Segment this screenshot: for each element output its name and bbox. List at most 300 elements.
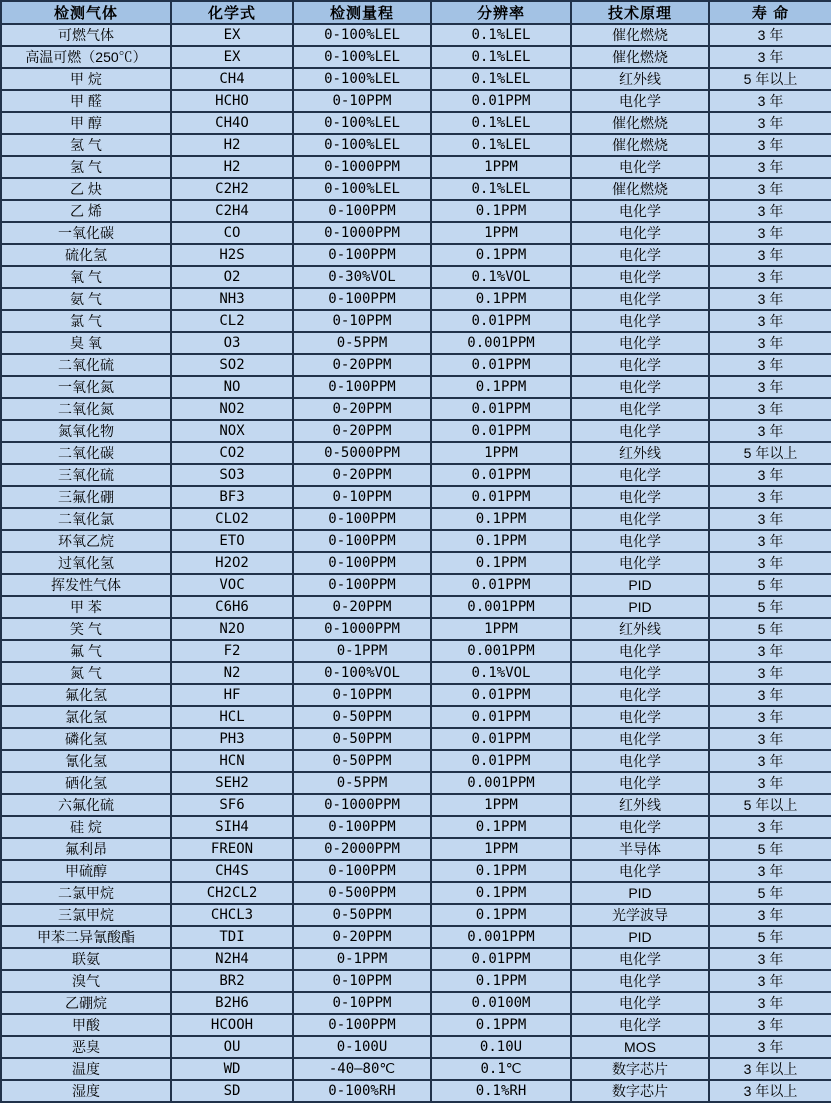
cell-life: 3 年 (709, 750, 831, 772)
cell-life: 3 年 (709, 640, 831, 662)
table-row (1, 112, 831, 134)
cell-gas: 氟化氢 (1, 684, 171, 706)
table-row (1, 332, 831, 354)
cell-resolution: 0.1%LEL (431, 134, 571, 156)
cell-formula: CO2 (171, 442, 293, 464)
col-header-range: 检测量程 (293, 1, 431, 24)
cell-life: 3 年 (709, 772, 831, 794)
cell-formula: C2H4 (171, 200, 293, 222)
cell-principle: 催化燃烧 (571, 134, 709, 156)
cell-resolution: 0.1PPM (431, 882, 571, 904)
cell-resolution: 0.1PPM (431, 860, 571, 882)
cell-resolution: 0.1%LEL (431, 68, 571, 90)
cell-resolution: 0.001PPM (431, 640, 571, 662)
cell-principle: 电化学 (571, 816, 709, 838)
cell-resolution: 0.10U (431, 1036, 571, 1058)
cell-formula: TDI (171, 926, 293, 948)
cell-principle: 电化学 (571, 376, 709, 398)
cell-principle: 电化学 (571, 354, 709, 376)
cell-range: 0-20PPM (293, 354, 431, 376)
cell-range: 0-10PPM (293, 684, 431, 706)
cell-formula: CLO2 (171, 508, 293, 530)
cell-range: 0-100%LEL (293, 178, 431, 200)
cell-range: 0-5000PPM (293, 442, 431, 464)
cell-formula: N2O (171, 618, 293, 640)
cell-resolution: 1PPM (431, 838, 571, 860)
cell-resolution: 1PPM (431, 156, 571, 178)
cell-range: 0-100%LEL (293, 68, 431, 90)
table-row (1, 838, 831, 860)
cell-principle: 电化学 (571, 288, 709, 310)
cell-formula: WD (171, 1058, 293, 1080)
cell-formula: HCL (171, 706, 293, 728)
cell-gas: 甲苯二异氰酸酯 (1, 926, 171, 948)
cell-formula: HF (171, 684, 293, 706)
cell-gas: 氰化氢 (1, 750, 171, 772)
cell-principle: 电化学 (571, 860, 709, 882)
cell-resolution: 0.01PPM (431, 464, 571, 486)
cell-formula: C2H2 (171, 178, 293, 200)
table-row (1, 222, 831, 244)
cell-resolution: 0.01PPM (431, 684, 571, 706)
cell-range: 0-10PPM (293, 486, 431, 508)
table-body (1, 24, 831, 1102)
cell-resolution: 0.01PPM (431, 750, 571, 772)
table-header-row (1, 1, 831, 24)
cell-gas: 二氧化氮 (1, 398, 171, 420)
table-row (1, 596, 831, 618)
cell-formula: SO3 (171, 464, 293, 486)
cell-life: 5 年 (709, 574, 831, 596)
table-row (1, 970, 831, 992)
cell-principle: 电化学 (571, 992, 709, 1014)
cell-life: 3 年 (709, 354, 831, 376)
cell-life: 3 年 (709, 684, 831, 706)
cell-life: 3 年 (709, 222, 831, 244)
cell-range: 0-100%LEL (293, 46, 431, 68)
cell-life: 5 年 (709, 838, 831, 860)
table-row (1, 310, 831, 332)
table-row (1, 156, 831, 178)
table-row (1, 134, 831, 156)
cell-resolution: 0.0100M (431, 992, 571, 1014)
cell-range: 0-100PPM (293, 508, 431, 530)
cell-resolution: 0.1℃ (431, 1058, 571, 1080)
table-row (1, 178, 831, 200)
table-row (1, 508, 831, 530)
cell-principle: 半导体 (571, 838, 709, 860)
cell-formula: EX (171, 46, 293, 68)
cell-formula: CO (171, 222, 293, 244)
cell-life: 3 年 (709, 508, 831, 530)
cell-resolution: 0.1PPM (431, 376, 571, 398)
cell-formula: EX (171, 24, 293, 46)
cell-range: 0-10PPM (293, 310, 431, 332)
cell-principle: 电化学 (571, 750, 709, 772)
cell-range: 0-100U (293, 1036, 431, 1058)
cell-formula: SF6 (171, 794, 293, 816)
table-row (1, 464, 831, 486)
cell-formula: O2 (171, 266, 293, 288)
cell-resolution: 0.1PPM (431, 530, 571, 552)
col-header-resolution: 分辨率 (431, 1, 571, 24)
cell-resolution: 1PPM (431, 794, 571, 816)
cell-formula: CH4 (171, 68, 293, 90)
cell-life: 3 年 (709, 288, 831, 310)
cell-gas: 硒化氢 (1, 772, 171, 794)
cell-resolution: 0.001PPM (431, 926, 571, 948)
cell-life: 3 年 (709, 46, 831, 68)
table-row (1, 530, 831, 552)
cell-life: 3 年以上 (709, 1058, 831, 1080)
cell-range: 0-5PPM (293, 332, 431, 354)
cell-principle: 红外线 (571, 442, 709, 464)
table-row (1, 816, 831, 838)
cell-gas: 湿度 (1, 1080, 171, 1102)
cell-resolution: 0.1%LEL (431, 112, 571, 134)
cell-gas: 笑 气 (1, 618, 171, 640)
cell-resolution: 0.1%LEL (431, 46, 571, 68)
cell-resolution: 0.001PPM (431, 772, 571, 794)
cell-gas: 环氧乙烷 (1, 530, 171, 552)
cell-gas: 磷化氢 (1, 728, 171, 750)
cell-principle: 电化学 (571, 332, 709, 354)
cell-resolution: 1PPM (431, 442, 571, 464)
cell-gas: 一氧化碳 (1, 222, 171, 244)
cell-range: 0-100%LEL (293, 112, 431, 134)
cell-principle: 电化学 (571, 1014, 709, 1036)
cell-gas: 甲酸 (1, 1014, 171, 1036)
cell-range: 0-50PPM (293, 750, 431, 772)
cell-formula: CH4S (171, 860, 293, 882)
cell-resolution: 0.01PPM (431, 948, 571, 970)
cell-life: 3 年 (709, 552, 831, 574)
table-row (1, 904, 831, 926)
cell-principle: 电化学 (571, 728, 709, 750)
cell-life: 3 年 (709, 200, 831, 222)
cell-range: 0-100%LEL (293, 24, 431, 46)
cell-principle: 电化学 (571, 508, 709, 530)
cell-range: 0-30%VOL (293, 266, 431, 288)
cell-gas: 氯 气 (1, 310, 171, 332)
cell-life: 3 年 (709, 904, 831, 926)
cell-formula: OU (171, 1036, 293, 1058)
col-header-principle: 技术原理 (571, 1, 709, 24)
cell-gas: 氨 气 (1, 288, 171, 310)
table-row (1, 288, 831, 310)
cell-principle: 电化学 (571, 398, 709, 420)
cell-formula: CH2CL2 (171, 882, 293, 904)
cell-resolution: 0.1PPM (431, 904, 571, 926)
cell-life: 5 年以上 (709, 794, 831, 816)
cell-principle: 电化学 (571, 310, 709, 332)
cell-resolution: 0.1%LEL (431, 178, 571, 200)
table-row (1, 750, 831, 772)
cell-formula: BF3 (171, 486, 293, 508)
table-row (1, 926, 831, 948)
cell-principle: 电化学 (571, 244, 709, 266)
cell-principle: 电化学 (571, 420, 709, 442)
col-header-gas: 检测气体 (1, 1, 171, 24)
cell-range: 0-5PPM (293, 772, 431, 794)
cell-gas: 乙 炔 (1, 178, 171, 200)
cell-life: 5 年 (709, 618, 831, 640)
cell-principle: 数字芯片 (571, 1058, 709, 1080)
cell-resolution: 0.1PPM (431, 508, 571, 530)
cell-gas: 六氟化硫 (1, 794, 171, 816)
cell-range: 0-100PPM (293, 860, 431, 882)
table-row (1, 376, 831, 398)
cell-range: 0-20PPM (293, 464, 431, 486)
table-row (1, 662, 831, 684)
table-row (1, 1080, 831, 1102)
cell-gas: 恶臭 (1, 1036, 171, 1058)
cell-gas: 联氨 (1, 948, 171, 970)
cell-life: 5 年以上 (709, 68, 831, 90)
cell-range: 0-20PPM (293, 420, 431, 442)
table-row (1, 200, 831, 222)
cell-life: 3 年 (709, 310, 831, 332)
cell-formula: NOX (171, 420, 293, 442)
cell-range: 0-1000PPM (293, 156, 431, 178)
cell-gas: 三氟化硼 (1, 486, 171, 508)
cell-resolution: 1PPM (431, 222, 571, 244)
cell-gas: 二氧化碳 (1, 442, 171, 464)
cell-principle: 电化学 (571, 90, 709, 112)
cell-formula: NH3 (171, 288, 293, 310)
cell-resolution: 0.01PPM (431, 728, 571, 750)
table-row (1, 420, 831, 442)
table-row (1, 46, 831, 68)
cell-principle: 催化燃烧 (571, 46, 709, 68)
cell-resolution: 0.01PPM (431, 706, 571, 728)
cell-resolution: 0.001PPM (431, 596, 571, 618)
cell-principle: 电化学 (571, 662, 709, 684)
cell-principle: 催化燃烧 (571, 112, 709, 134)
cell-life: 3 年 (709, 178, 831, 200)
cell-principle: PID (571, 574, 709, 596)
cell-formula: SIH4 (171, 816, 293, 838)
cell-principle: 电化学 (571, 530, 709, 552)
cell-gas: 甲 醛 (1, 90, 171, 112)
table-row (1, 992, 831, 1014)
cell-formula: H2 (171, 156, 293, 178)
cell-range: -40—80℃ (293, 1058, 431, 1080)
cell-formula: BR2 (171, 970, 293, 992)
table-row (1, 794, 831, 816)
cell-range: 0-1PPM (293, 640, 431, 662)
cell-formula: F2 (171, 640, 293, 662)
cell-gas: 甲硫醇 (1, 860, 171, 882)
cell-gas: 硅 烷 (1, 816, 171, 838)
cell-principle: 数字芯片 (571, 1080, 709, 1102)
cell-life: 3 年 (709, 860, 831, 882)
cell-life: 3 年 (709, 1014, 831, 1036)
cell-formula: HCN (171, 750, 293, 772)
cell-formula: PH3 (171, 728, 293, 750)
cell-range: 0-10PPM (293, 90, 431, 112)
cell-gas: 温度 (1, 1058, 171, 1080)
cell-resolution: 0.01PPM (431, 398, 571, 420)
cell-life: 3 年 (709, 332, 831, 354)
cell-resolution: 0.1PPM (431, 816, 571, 838)
cell-life: 3 年 (709, 420, 831, 442)
cell-range: 0-20PPM (293, 926, 431, 948)
cell-range: 0-50PPM (293, 706, 431, 728)
cell-life: 3 年 (709, 662, 831, 684)
cell-resolution: 0.1%RH (431, 1080, 571, 1102)
cell-formula: O3 (171, 332, 293, 354)
cell-range: 0-10PPM (293, 992, 431, 1014)
cell-resolution: 0.1PPM (431, 200, 571, 222)
cell-principle: 催化燃烧 (571, 178, 709, 200)
cell-life: 3 年以上 (709, 1080, 831, 1102)
cell-principle: PID (571, 926, 709, 948)
cell-resolution: 0.1%VOL (431, 662, 571, 684)
cell-gas: 挥发性气体 (1, 574, 171, 596)
cell-resolution: 0.1PPM (431, 244, 571, 266)
cell-formula: ETO (171, 530, 293, 552)
cell-range: 0-100%RH (293, 1080, 431, 1102)
cell-principle: 电化学 (571, 222, 709, 244)
cell-formula: H2O2 (171, 552, 293, 574)
col-header-life: 寿 命 (709, 1, 831, 24)
cell-principle: 电化学 (571, 266, 709, 288)
table-row (1, 354, 831, 376)
cell-principle: 电化学 (571, 552, 709, 574)
cell-formula: N2 (171, 662, 293, 684)
cell-range: 0-100PPM (293, 1014, 431, 1036)
table-row (1, 618, 831, 640)
table-row (1, 860, 831, 882)
cell-gas: 氮 气 (1, 662, 171, 684)
cell-gas: 乙 烯 (1, 200, 171, 222)
table-row (1, 266, 831, 288)
cell-gas: 甲 苯 (1, 596, 171, 618)
cell-gas: 甲 烷 (1, 68, 171, 90)
cell-gas: 氮氧化物 (1, 420, 171, 442)
table-row (1, 442, 831, 464)
cell-life: 3 年 (709, 948, 831, 970)
table-row (1, 684, 831, 706)
cell-resolution: 0.01PPM (431, 90, 571, 112)
cell-life: 3 年 (709, 134, 831, 156)
cell-formula: B2H6 (171, 992, 293, 1014)
cell-formula: SEH2 (171, 772, 293, 794)
cell-range: 0-1PPM (293, 948, 431, 970)
cell-range: 0-2000PPM (293, 838, 431, 860)
cell-gas: 可燃气体 (1, 24, 171, 46)
cell-gas: 氟 气 (1, 640, 171, 662)
cell-resolution: 0.01PPM (431, 420, 571, 442)
cell-range: 0-20PPM (293, 596, 431, 618)
cell-formula: CHCL3 (171, 904, 293, 926)
cell-range: 0-100PPM (293, 244, 431, 266)
cell-gas: 三氯甲烷 (1, 904, 171, 926)
table-row (1, 398, 831, 420)
cell-gas: 氟利昂 (1, 838, 171, 860)
cell-life: 3 年 (709, 244, 831, 266)
table-row (1, 244, 831, 266)
cell-formula: SD (171, 1080, 293, 1102)
cell-life: 3 年 (709, 266, 831, 288)
cell-range: 0-50PPM (293, 728, 431, 750)
cell-formula: H2S (171, 244, 293, 266)
cell-life: 3 年 (709, 398, 831, 420)
cell-range: 0-100PPM (293, 200, 431, 222)
cell-gas: 溴气 (1, 970, 171, 992)
cell-principle: 电化学 (571, 772, 709, 794)
table-row (1, 948, 831, 970)
cell-resolution: 0.1%VOL (431, 266, 571, 288)
cell-principle: 电化学 (571, 684, 709, 706)
cell-principle: 电化学 (571, 486, 709, 508)
cell-gas: 甲 醇 (1, 112, 171, 134)
cell-formula: CL2 (171, 310, 293, 332)
cell-resolution: 0.01PPM (431, 574, 571, 596)
cell-resolution: 0.01PPM (431, 310, 571, 332)
cell-resolution: 0.1%LEL (431, 24, 571, 46)
cell-gas: 氧 气 (1, 266, 171, 288)
table-row (1, 772, 831, 794)
cell-gas: 氢 气 (1, 134, 171, 156)
cell-range: 0-100PPM (293, 288, 431, 310)
cell-life: 3 年 (709, 112, 831, 134)
cell-range: 0-100%VOL (293, 662, 431, 684)
table-row (1, 1058, 831, 1080)
cell-resolution: 1PPM (431, 618, 571, 640)
cell-principle: 电化学 (571, 948, 709, 970)
cell-formula: HCOOH (171, 1014, 293, 1036)
table-row (1, 486, 831, 508)
cell-gas: 高温可燃（250℃） (1, 46, 171, 68)
cell-principle: PID (571, 596, 709, 618)
cell-principle: 电化学 (571, 464, 709, 486)
cell-life: 3 年 (709, 486, 831, 508)
cell-gas: 氢 气 (1, 156, 171, 178)
cell-life: 3 年 (709, 376, 831, 398)
cell-principle: 光学波导 (571, 904, 709, 926)
cell-formula: C6H6 (171, 596, 293, 618)
cell-range: 0-100PPM (293, 574, 431, 596)
cell-range: 0-100PPM (293, 552, 431, 574)
table-row (1, 90, 831, 112)
table-row (1, 728, 831, 750)
table-row (1, 640, 831, 662)
cell-formula: H2 (171, 134, 293, 156)
cell-resolution: 0.01PPM (431, 354, 571, 376)
cell-life: 3 年 (709, 706, 831, 728)
cell-life: 3 年 (709, 816, 831, 838)
cell-gas: 氯化氢 (1, 706, 171, 728)
cell-life: 3 年 (709, 728, 831, 750)
cell-formula: SO2 (171, 354, 293, 376)
cell-range: 0-20PPM (293, 398, 431, 420)
cell-life: 3 年 (709, 530, 831, 552)
cell-life: 5 年 (709, 926, 831, 948)
cell-life: 3 年 (709, 992, 831, 1014)
cell-gas: 一氧化氮 (1, 376, 171, 398)
cell-range: 0-100%LEL (293, 134, 431, 156)
cell-gas: 乙硼烷 (1, 992, 171, 1014)
cell-resolution: 0.001PPM (431, 332, 571, 354)
cell-formula: NO2 (171, 398, 293, 420)
table-row (1, 68, 831, 90)
table-row (1, 706, 831, 728)
cell-gas: 过氧化氢 (1, 552, 171, 574)
col-header-formula: 化学式 (171, 1, 293, 24)
cell-range: 0-1000PPM (293, 618, 431, 640)
